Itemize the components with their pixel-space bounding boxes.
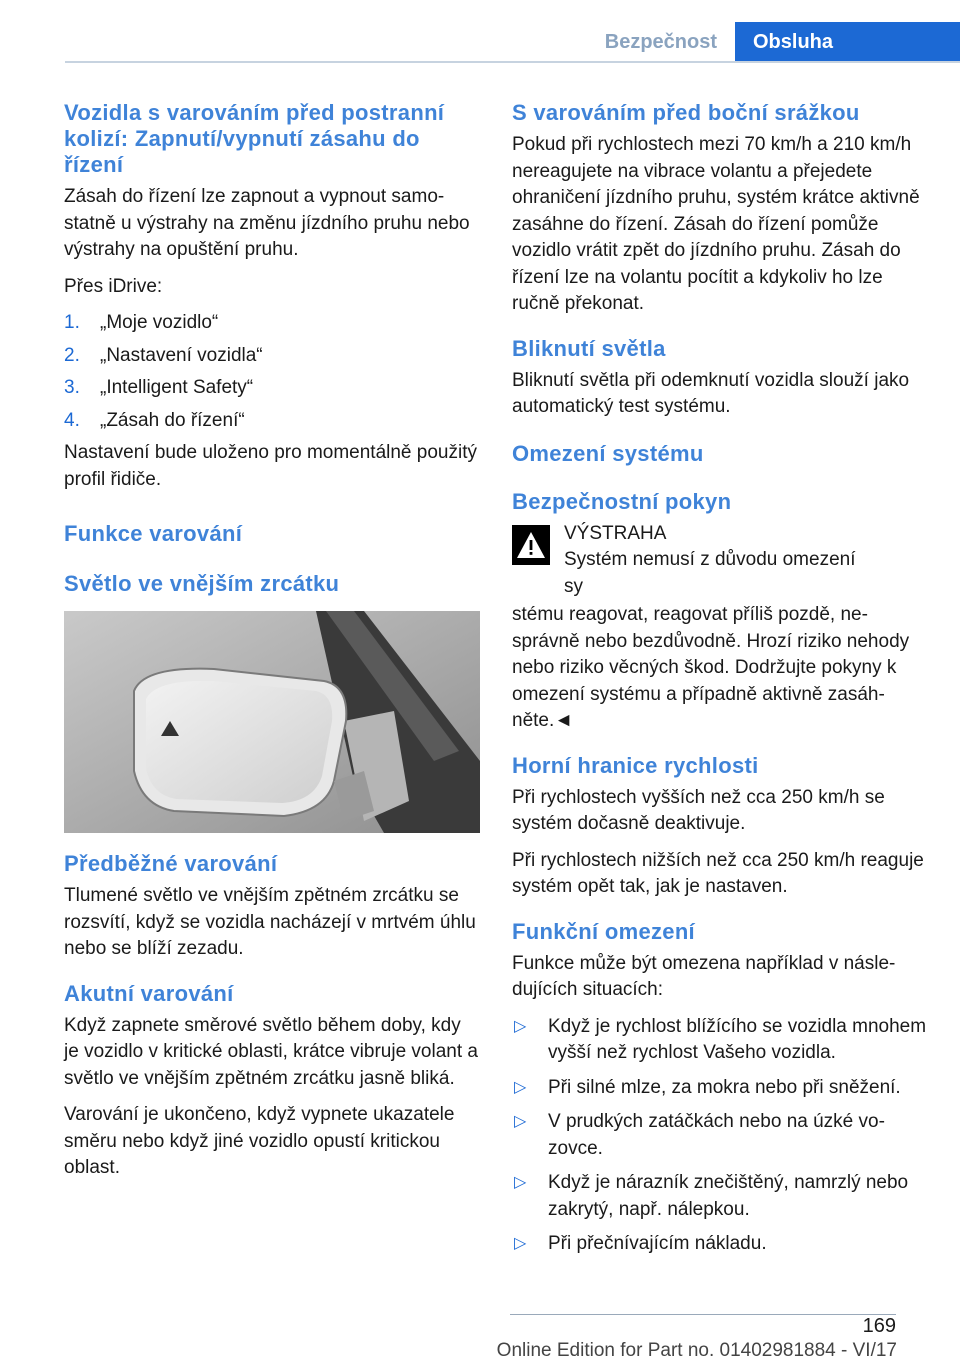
list-item: ▷ V prudkých zatáčkách nebo na úzké vozovce. — [512, 1109, 928, 1162]
triangle-bullet-icon: ▷ — [514, 1113, 527, 1130]
heading-light-flash: Bliknutí světla — [512, 335, 666, 361]
page-number: 169 — [862, 1315, 896, 1337]
heading-system-limits: Omezení systému — [512, 440, 704, 466]
paragraph: Při rychlostech vyšších než cca 250 km/h se systém dočasně deaktivuje. — [512, 786, 885, 834]
heading-side-collision: S varováním před boční srážkou — [512, 100, 860, 125]
paragraph: Bliknutí světla při odemknutí vozidla slouží jako automatický test systému. — [512, 369, 910, 417]
heading-mirror-light: Světlo ve vnějším zrcátku — [64, 571, 340, 596]
heading-steering-intervention: Vozidla s varováním před postranní kolizí: Zapnutí/vypnutí zásahu do řízení — [64, 100, 445, 177]
heading-pre-warning: Předběžné varování — [64, 851, 278, 876]
limitations-list — [512, 1014, 928, 1258]
heading-warning-function: Funkce varování — [64, 521, 243, 546]
step-item — [64, 375, 480, 402]
edition-footer: Online Edition for Part no. 01402981884 - VI/17 — [496, 1340, 897, 1361]
warning-title: VÝSTRAHA — [564, 522, 667, 544]
paragraph: Přes iDrive: — [64, 275, 163, 297]
warning-text-first-line: Systém nemusí z důvodu omezení sy — [564, 549, 856, 597]
heading-function-limits: Funkční omezení — [512, 918, 695, 944]
paragraph: Varování je ukončeno, když vypnete ukazatele směru nebo když jiné vozidlo opustí kritickou oblast. — [64, 1104, 455, 1178]
step-number: 1. — [64, 312, 80, 333]
list-item: ▷ Při přečnívajícím nákladu. — [512, 1231, 928, 1258]
paragraph: Tlumené světlo ve vnějším zpětném zrcátku se rozsvítí, když se vozidla nacházejí v mrtvém úhlu nebo se blíží zezadu. — [64, 885, 476, 959]
paragraph: Pokud při rychlostech mezi 70 km/h a 210 km/h nereagujete na vibrace volantu a přejedete ohraničení jízdního pruhu, systém krátce aktivně zasáhne do řízení. Zásah do řízení pomůže vozidlo vrátit zpět do jízdního pruhu. Zásah do řízení lze na volantu pocítit a kdykoliv ho lze ručně překonat. — [512, 134, 920, 314]
paragraph: Funkce může být omezena například v následujících situacích: — [512, 952, 896, 1000]
step-number: 3. — [64, 377, 80, 398]
step-item — [64, 310, 480, 337]
side-mirror-illustration — [64, 611, 480, 833]
heading-safety-note: Bezpečnostní pokyn — [512, 488, 732, 514]
idrive-steps — [64, 310, 480, 434]
footer-rule — [510, 1314, 896, 1315]
warning-icon — [512, 525, 550, 565]
step-item — [64, 408, 480, 435]
triangle-bullet-icon: ▷ — [514, 1174, 527, 1191]
active-tab: Obsluha — [735, 22, 960, 62]
paragraph: Při rychlostech nižších než cca 250 km/h reaguje systém opět tak, jak je nastaven. — [512, 849, 924, 897]
left-column — [64, 100, 480, 1192]
step-number: 2. — [64, 344, 80, 366]
triangle-bullet-icon: ▷ — [514, 1078, 527, 1096]
step-text: „Zásah do řízení“ — [100, 409, 245, 431]
section-tab: Bezpečnost — [604, 31, 717, 53]
warning-text: stému reagovat, reagovat příliš pozdě, nesprávně nebo bezdůvodně. Hrozí riziko nehody nebo riziko věcných škod. Dodržujte pokyny k omezení systému a případně aktivně zasáhněte.◄ — [512, 604, 910, 731]
list-item: ▷ Při silné mlze, za mokra nebo při sněžení. — [512, 1075, 928, 1102]
paragraph: Zásah do řízení lze zapnout a vypnout samostatně u výstrahy na změnu jízdního pruhu nebo výstrahy na opuštění pruhu. — [64, 186, 470, 260]
step-number: 4. — [64, 409, 80, 431]
step-text: „Nastavení vozidla“ — [100, 344, 263, 366]
step-item — [64, 343, 480, 370]
step-text: „Moje vozidlo“ — [100, 312, 219, 333]
triangle-bullet-icon: ▷ — [514, 1017, 527, 1035]
list-item: ▷ Když je rychlost blížícího se vozidla mnohem vyšší než rychlost Vašeho vozidla. — [512, 1014, 928, 1067]
warning-block — [512, 521, 928, 601]
triangle-bullet-icon: ▷ — [514, 1235, 527, 1252]
header-rule — [65, 61, 960, 63]
heading-speed-limit: Horní hranice rychlosti — [512, 752, 759, 778]
heading-acute-warning: Akutní varování — [64, 980, 234, 1006]
paragraph: Nastavení bude uloženo pro momentálně použitý profil řidiče. — [64, 442, 477, 490]
list-item: ▷ Když je nárazník znečištěný, namrzlý nebo zakrytý, např. nálepkou. — [512, 1170, 928, 1223]
paragraph: Když zapnete směrové světlo během doby, kdy je vozidlo v kritické oblasti, krátce vibruje volant a světlo ve vnějším zpětném zrcátku jasně bliká. — [64, 1014, 478, 1089]
step-text: „Intelligent Safety“ — [100, 377, 254, 398]
right-column — [512, 100, 928, 1266]
header-tabs — [587, 22, 960, 62]
